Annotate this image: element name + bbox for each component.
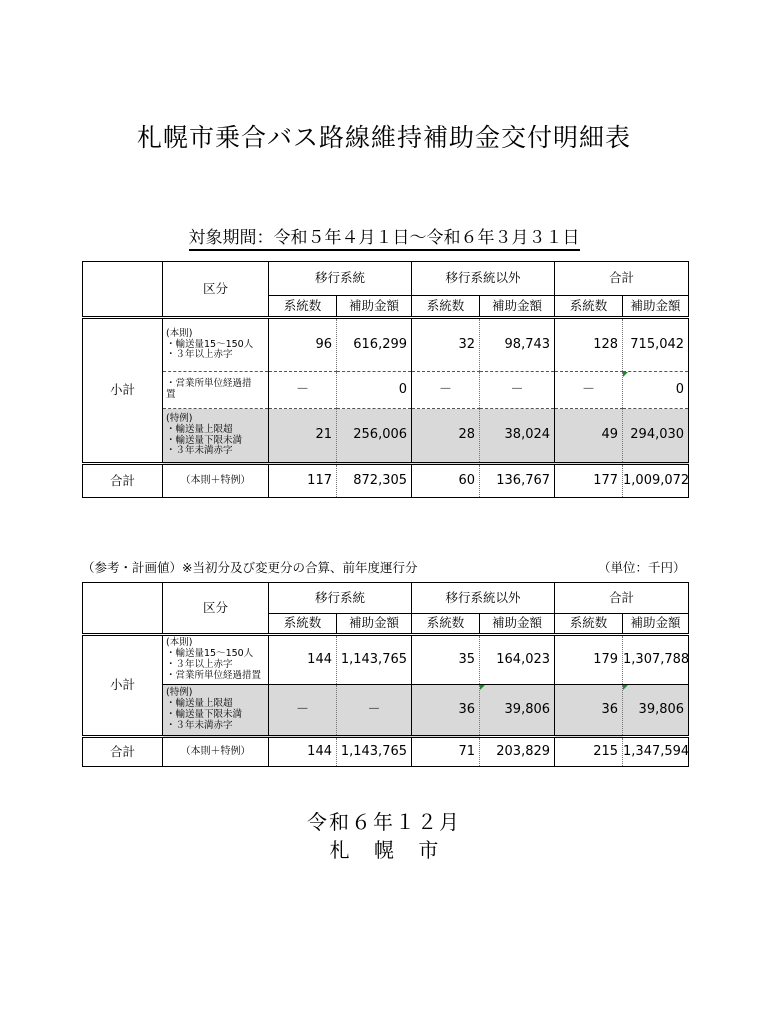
- total-row: [83, 737, 689, 767]
- cell-value: 49: [555, 409, 623, 464]
- cell-value: 177: [555, 464, 623, 498]
- header-count: 系統数: [555, 614, 623, 635]
- row-note: ・営業所単位経過措 置: [163, 372, 269, 409]
- header-group-migrated: 移行系統: [269, 583, 412, 614]
- cell-value: 1,143,765: [337, 737, 412, 767]
- reference-table: [82, 582, 689, 767]
- cell-value: 144: [269, 635, 337, 685]
- cell-value: 0: [337, 372, 412, 409]
- cell-value: 616,299: [337, 318, 412, 372]
- cell-value: 128: [555, 318, 623, 372]
- cell-value: 36: [555, 685, 623, 737]
- cell-value: 294,030: [623, 409, 689, 464]
- issuer-name: [0, 834, 768, 863]
- table-row: [83, 318, 689, 372]
- issuer-char: 札: [329, 838, 350, 862]
- header-count: 系統数: [555, 296, 623, 318]
- header-group-non-migrated: 移行系統以外: [412, 262, 555, 296]
- cell-value: 144: [269, 737, 337, 767]
- issue-date: 令和６年１２月: [307, 810, 461, 834]
- total-note: （本則＋特例）: [163, 737, 269, 767]
- cell-value: 1,009,072: [623, 464, 689, 498]
- corner-cell: [83, 583, 163, 635]
- cell-value: 39,806: [480, 685, 555, 737]
- header-group-non-migrated: 移行系統以外: [412, 583, 555, 614]
- header-kubun: 区分: [163, 262, 269, 318]
- header-count: 系統数: [412, 614, 480, 635]
- cell-value: 32: [412, 318, 480, 372]
- cell-value: 98,743: [480, 318, 555, 372]
- row-note: (本則) ・輸送量15～150人 ・３年以上赤字 ・営業所単位経過措置: [163, 635, 269, 685]
- corner-cell: [83, 262, 163, 318]
- issuer-char: 幌: [374, 838, 394, 862]
- table-row: [83, 372, 689, 409]
- total-label: 合計: [83, 737, 163, 767]
- subtotal-label: 小計: [83, 318, 163, 464]
- cell-value: 872,305: [337, 464, 412, 498]
- cell-value: 71: [412, 737, 480, 767]
- issuer-char: 市: [418, 838, 439, 862]
- unit-label: （単位：千円）: [598, 560, 686, 575]
- cell-value: 215: [555, 737, 623, 767]
- cell-value: 0: [623, 372, 689, 409]
- header-group-total: 合計: [555, 262, 689, 296]
- cell-value: 39,806: [623, 685, 689, 737]
- header-amount: 補助金額: [623, 296, 689, 318]
- cell-value: 136,767: [480, 464, 555, 498]
- cell-value: 164,023: [480, 635, 555, 685]
- table-row: [83, 685, 689, 737]
- cell-value: 179: [555, 635, 623, 685]
- header-kubun: 区分: [163, 583, 269, 635]
- header-count: 系統数: [269, 296, 337, 318]
- reference-note: （参考・計画値）※当初分及び変更分の合算、前年度運行分: [82, 560, 418, 575]
- cell-value: －: [337, 685, 412, 737]
- cell-value: 21: [269, 409, 337, 464]
- row-note: (特例) ・輸送量上限超 ・輸送量下限未満 ・３年未満赤字: [163, 409, 269, 464]
- header-amount: 補助金額: [337, 296, 412, 318]
- cell-value: 1,143,765: [337, 635, 412, 685]
- cell-value: 1,307,788: [623, 635, 689, 685]
- cell-value: －: [480, 372, 555, 409]
- cell-value: 256,006: [337, 409, 412, 464]
- row-note: (特例) ・輸送量上限超 ・輸送量下限未満 ・３年未満赤字: [163, 685, 269, 737]
- cell-value: 38,024: [480, 409, 555, 464]
- table-row: [83, 635, 689, 685]
- header-amount: 補助金額: [623, 614, 689, 635]
- total-label: 合計: [83, 464, 163, 498]
- header-count: 系統数: [269, 614, 337, 635]
- total-row: [83, 464, 689, 498]
- period-text: 対象期間：令和５年４月１日～令和６年３月３１日: [189, 228, 580, 251]
- cell-value: 96: [269, 318, 337, 372]
- cell-value: 1,347,594: [623, 737, 689, 767]
- header-count: 系統数: [412, 296, 480, 318]
- header-amount: 補助金額: [337, 614, 412, 635]
- table-row: [83, 409, 689, 464]
- document-title: 札幌市乗合バス路線維持補助金交付明細表: [136, 123, 631, 152]
- cell-value: －: [269, 372, 337, 409]
- cell-value: 203,829: [480, 737, 555, 767]
- header-amount: 補助金額: [480, 296, 555, 318]
- cell-value: 36: [412, 685, 480, 737]
- target-period: [0, 223, 768, 248]
- total-note: （本則＋特例）: [163, 464, 269, 498]
- cell-value: 117: [269, 464, 337, 498]
- cell-value: －: [412, 372, 480, 409]
- cell-value: 28: [412, 409, 480, 464]
- subtotal-label: 小計: [83, 635, 163, 737]
- cell-value: 715,042: [623, 318, 689, 372]
- subsidy-table: [82, 261, 689, 498]
- cell-value: 60: [412, 464, 480, 498]
- header-amount: 補助金額: [480, 614, 555, 635]
- header-group-migrated: 移行系統: [269, 262, 412, 296]
- cell-value: 35: [412, 635, 480, 685]
- header-group-total: 合計: [555, 583, 689, 614]
- cell-value: －: [555, 372, 623, 409]
- cell-value: －: [269, 685, 337, 737]
- row-note: (本則) ・輸送量15～150人 ・３年以上赤字: [163, 318, 269, 372]
